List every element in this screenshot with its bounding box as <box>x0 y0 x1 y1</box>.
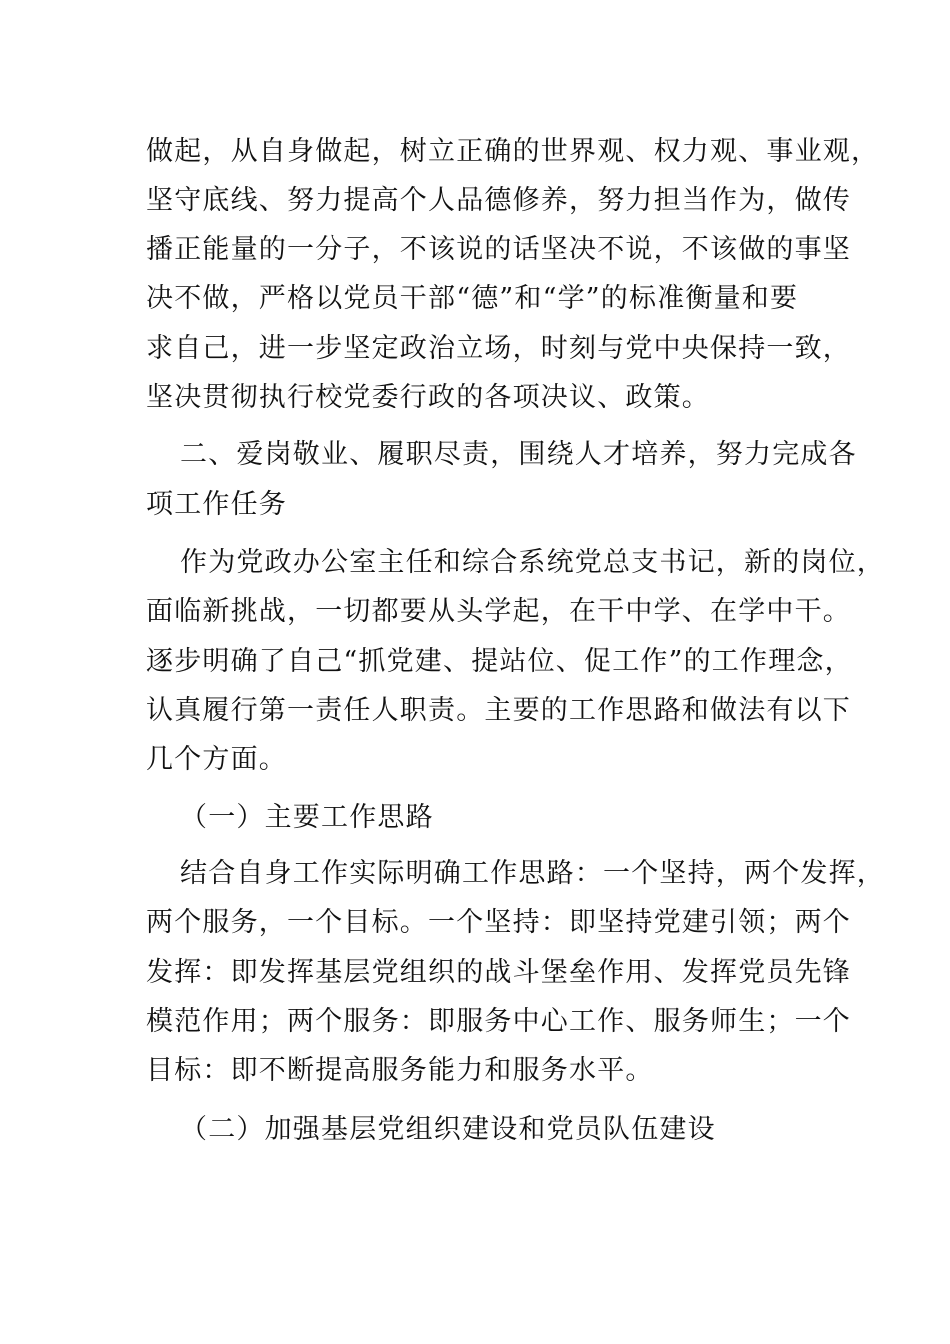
paragraph-line: 播正能量的一分子，不该说的话坚决不说，不该做的事坚 <box>146 234 851 265</box>
paragraph-line: 坚决贯彻执行校党委行政的各项决议、政策。 <box>146 382 710 413</box>
paragraph-line: 认真履行第一责任人职责。主要的工作思路和做法有以下 <box>146 695 851 726</box>
paragraph-line: 坚守底线、努力提高个人品德修养，努力担当作为，做传 <box>146 185 851 216</box>
paragraph-line: 两个服务，一个目标。一个坚持：即坚持党建引领；两个 <box>146 907 851 938</box>
heading-line: 项工作任务 <box>146 489 287 520</box>
paragraph-line: 作为党政办公室主任和综合系统党总支书记，新的岗位， <box>180 547 885 578</box>
paragraph-line: 结合自身工作实际明确工作思路：一个坚持，两个发挥， <box>180 858 885 889</box>
subheading-1: （一）主要工作思路 <box>180 802 434 833</box>
paragraph-line: 目标：即不断提高服务能力和服务水平。 <box>146 1055 654 1086</box>
paragraph-line: 求自己，进一步坚定政治立场，时刻与党中央保持一致， <box>146 333 851 364</box>
paragraph-line: 面临新挑战，一切都要从头学起，在干中学、在学中干。 <box>146 596 851 627</box>
paragraph-line: 决不做，严格以党员干部“德”和“学”的标准衡量和要 <box>146 283 799 314</box>
paragraph-line: 逐步明确了自己“抓党建、提站位、促工作”的工作理念， <box>146 646 853 677</box>
paragraph-line: 做起，从自身做起，树立正确的世界观、权力观、事业观， <box>146 136 880 167</box>
paragraph-line: 几个方面。 <box>146 744 287 775</box>
subheading-2: （二）加强基层党组织建设和党员队伍建设 <box>180 1114 716 1145</box>
heading-line: 二、爱岗敬业、履职尽责，围绕人才培养，努力完成各 <box>180 439 857 470</box>
paragraph-line: 模范作用；两个服务：即服务中心工作、服务师生；一个 <box>146 1006 851 1037</box>
paragraph-line: 发挥：即发挥基层党组织的战斗堡垒作用、发挥党员先锋 <box>146 957 851 988</box>
